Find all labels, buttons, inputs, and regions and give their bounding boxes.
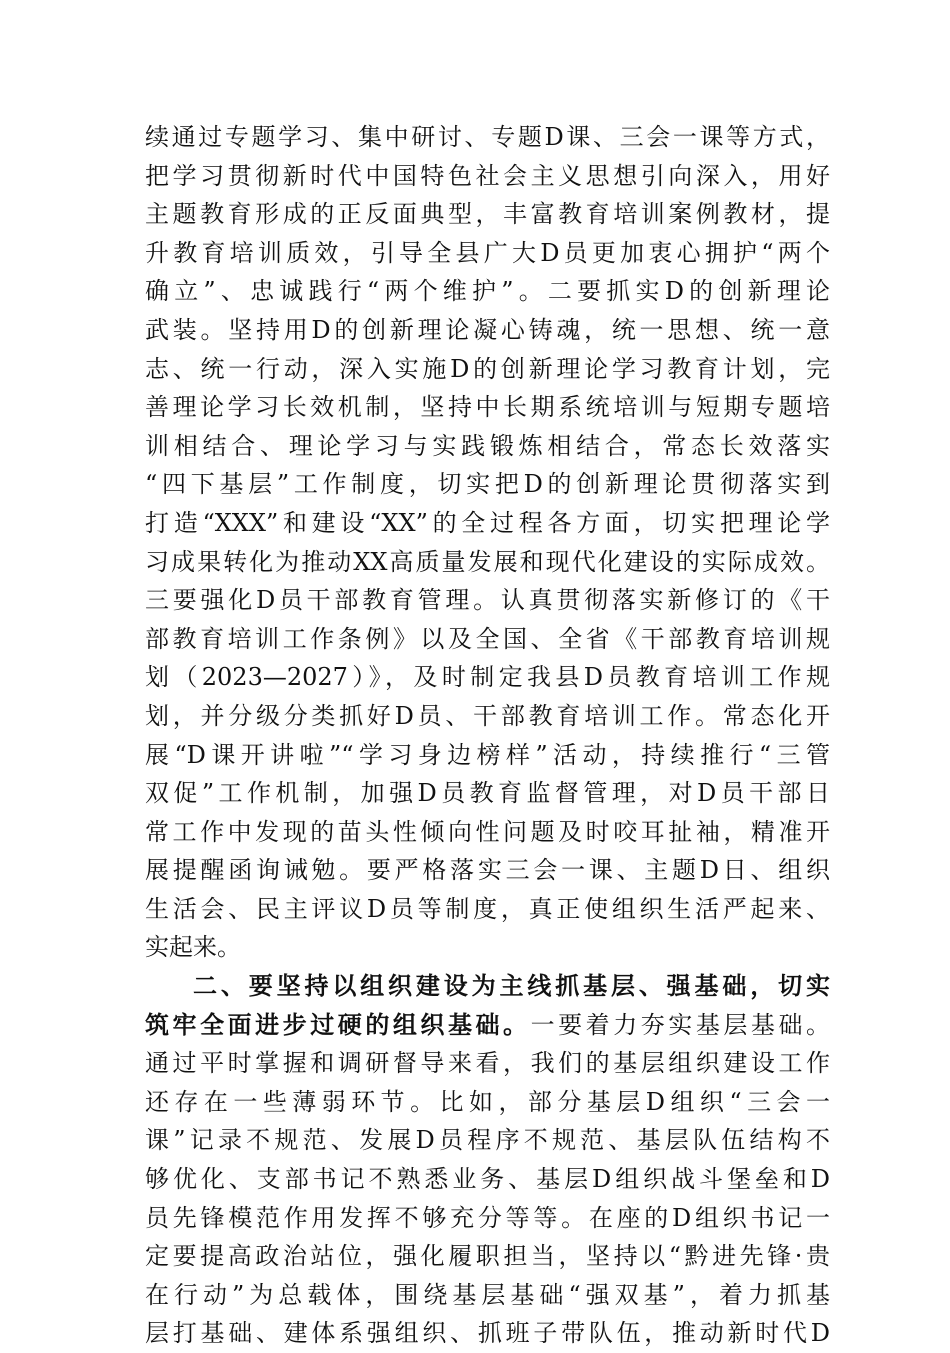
section-heading-text: 筑牢全面进步过硬的组织基础。 (145, 1010, 531, 1039)
text-line: 打造“XXX”和建设“XX”的全过程各方面，切实把理论学 (145, 508, 830, 537)
text-line: 续通过专题学习、集中研讨、专题D课、三会一课等方式， (145, 123, 830, 151)
text-line: 课”记录不规范、发展D员程序不规范、基层队伍结构不 (145, 1126, 830, 1155)
text-line: 习成果转化为推动XX高质量发展和现代化建设的实际成效。 (145, 547, 830, 576)
text-fragment: 一要着力夯实基层基础。 (530, 1010, 831, 1039)
text-line: 展“D课开讲啦”“学习身边榜样”活动，持续推行“三管 (145, 740, 830, 769)
paragraph-continued (145, 118, 830, 967)
text-line: 生活会、民主评议D员等制度，真正使组织生活严起来、 (145, 894, 830, 923)
text-line: 训相结合、理论学习与实践锻炼相结合，常态长效落实 (145, 431, 830, 460)
section-heading-line (145, 967, 830, 1006)
text-line: 够优化、支部书记不熟悉业务、基层D组织战斗堡垒和D (145, 1165, 830, 1194)
text-line: 还存在一些薄弱环节。比如，部分基层D组织“三会一 (145, 1087, 830, 1116)
section-heading-text: 二、要坚持以组织建设为主线抓基层、强基础，切实 (193, 972, 830, 1001)
text-line: 部教育培训工作条例》以及全国、全省《干部教育培训规 (145, 624, 830, 653)
text-line: 确立”、忠诚践行“两个维护”。二要抓实D的创新理论 (145, 277, 830, 306)
text-line: 善理论学习长效机制，坚持中长期系统培训与短期专题培 (145, 393, 830, 422)
text-line: 常工作中发现的苗头性倾向性问题及时咬耳扯袖，精准开 (145, 817, 830, 846)
paragraph-section-two (145, 967, 830, 1353)
text-line: 员先锋模范作用发挥不够充分等等。在座的D组织书记一 (145, 1203, 830, 1232)
text-line: 划，并分级分类抓好D员、干部教育培训工作。常态化开 (145, 701, 830, 730)
text-line: 在行动”为总载体，围绕基层基础“强双基”，着力抓基 (145, 1280, 830, 1309)
text-line: 志、统一行动，深入实施D的创新理论学习教育计划，完 (145, 354, 830, 383)
document-body (145, 118, 830, 1353)
text-line: 划（2023—2027）》，及时制定我县D员教育培训工作规 (145, 663, 830, 692)
text-line: 实起来。 (145, 933, 241, 962)
text-line: “四下基层”工作制度，切实把D的创新理论贯彻落实到 (145, 470, 830, 499)
text-line: 升教育培训质效，引导全县广大D员更加衷心拥护“两个 (145, 238, 830, 267)
text-line: 展提醒函询诫勉。要严格落实三会一课、主题D日、组织 (145, 856, 830, 885)
text-line: 通过平时掌握和调研督导来看，我们的基层组织建设工作 (145, 1049, 830, 1078)
text-line: 定要提高政治站位，强化履职担当，坚持以“黔进先锋·贵 (145, 1242, 830, 1271)
text-line: 双促”工作机制，加强D员教育监督管理，对D员干部日 (145, 779, 830, 808)
section-heading-line (145, 1006, 830, 1045)
text-line: 层打基础、建体系强组织、抓班子带队伍，推动新时代D (145, 1319, 830, 1348)
text-line: 三要强化D员干部教育管理。认真贯彻落实新修订的《干 (145, 586, 830, 615)
text-line: 把学习贯彻新时代中国特色社会主义思想引向深入，用好 (145, 161, 830, 190)
text-line: 主题教育形成的正反面典型，丰富教育培训案例教材，提 (145, 200, 830, 229)
text-line: 武装。坚持用D的创新理论凝心铸魂，统一思想、统一意 (145, 315, 830, 344)
